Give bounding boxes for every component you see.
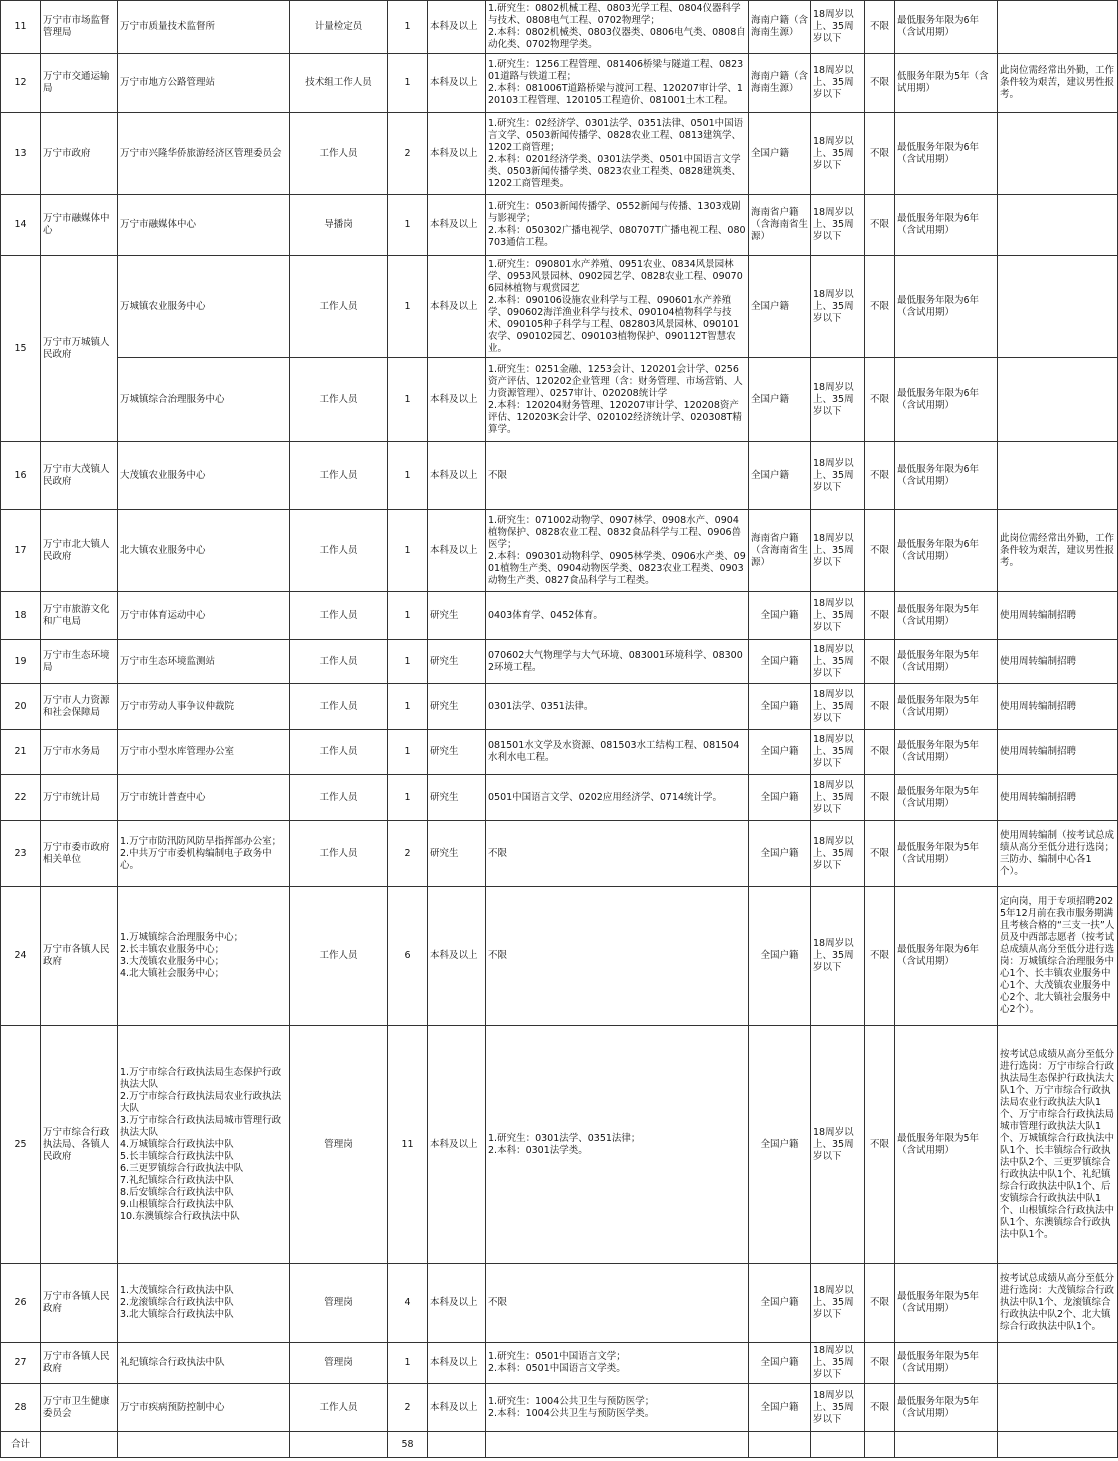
- major: 1.研究生：0251金融、1253会计、120201会计学、0256资产评估、120202企业管理（含：财务管理、市场营销、人力资源管理）、0257审计、020208统计学 2.本科：120204财务管理、120207审计学、120208资产评估、120203K会计学、020102经济统计学、020308T精算学。: [486, 358, 749, 442]
- table-row: [1, 1026, 1118, 1264]
- gender: 不限: [865, 442, 895, 510]
- education: 本科及以上: [428, 442, 486, 510]
- note: 此岗位需经常出外勤，工作条件较为艰苦，建议男性报考。: [998, 510, 1118, 592]
- department: 万宁市各镇人民政府: [41, 887, 118, 1026]
- age: 18周岁以上、35周岁以下: [811, 1, 865, 54]
- service-years: 最低服务年限为6年（含试用期）: [895, 442, 998, 510]
- empty-cell: [865, 1432, 895, 1458]
- department: 万宁市水务局: [41, 730, 118, 775]
- total-label: 合计: [1, 1432, 41, 1458]
- age: 18周岁以上、35周岁以下: [811, 592, 865, 640]
- education: 本科及以上: [428, 1026, 486, 1264]
- department: 万宁市委市政府相关单位: [41, 821, 118, 887]
- post: 工作人员: [290, 442, 388, 510]
- gender: 不限: [865, 510, 895, 592]
- household: 海南户籍（含海南生源）: [749, 54, 811, 113]
- service-years: 最低服务年限为6年（含试用期）: [895, 510, 998, 592]
- gender: 不限: [865, 1343, 895, 1384]
- household: 全国户籍: [749, 1264, 811, 1343]
- note: 使用周转编制招聘: [998, 775, 1118, 821]
- gender: 不限: [865, 195, 895, 256]
- table-row: [1, 1, 1118, 54]
- table-row: [1, 54, 1118, 113]
- unit: 1.大茂镇综合行政执法中队 2.龙滚镇综合行政执法中队 3.北大镇综合行政执法中队: [118, 1264, 290, 1343]
- headcount: 1: [388, 510, 428, 592]
- post: 工作人员: [290, 684, 388, 730]
- age: 18周岁以上、35周岁以下: [811, 887, 865, 1026]
- major: 不限: [486, 1264, 749, 1343]
- age: 18周岁以上、35周岁以下: [811, 54, 865, 113]
- major: 1.研究生：1004公共卫生与预防医学； 2.本科：1004公共卫生与预防医学类。: [486, 1384, 749, 1432]
- post: 工作人员: [290, 640, 388, 684]
- note: 使用周转编制招聘: [998, 684, 1118, 730]
- row-number: 26: [1, 1264, 41, 1343]
- service-years: 最低服务年限为6年（含试用期）: [895, 887, 998, 1026]
- gender: 不限: [865, 1, 895, 54]
- post: 管理岗: [290, 1343, 388, 1384]
- table-row: [1, 510, 1118, 592]
- gender: 不限: [865, 358, 895, 442]
- post: 工作人员: [290, 730, 388, 775]
- unit: 万宁市统计普查中心: [118, 775, 290, 821]
- table-row: [1, 195, 1118, 256]
- post: 工作人员: [290, 113, 388, 195]
- row-number: 27: [1, 1343, 41, 1384]
- row-number: 24: [1, 887, 41, 1026]
- row-number: 13: [1, 113, 41, 195]
- household: 全国户籍: [749, 775, 811, 821]
- note: [998, 1, 1118, 54]
- row-number: 19: [1, 640, 41, 684]
- education: 本科及以上: [428, 1264, 486, 1343]
- service-years: 最低服务年限为5年（含试用期）: [895, 821, 998, 887]
- unit: 万宁市融媒体中心: [118, 195, 290, 256]
- empty-cell: [118, 1432, 290, 1458]
- age: 18周岁以上、35周岁以下: [811, 1343, 865, 1384]
- major: 不限: [486, 821, 749, 887]
- headcount: 1: [388, 775, 428, 821]
- age: 18周岁以上、35周岁以下: [811, 442, 865, 510]
- unit: 万宁市疾病预防控制中心: [118, 1384, 290, 1432]
- education: 研究生: [428, 821, 486, 887]
- gender: 不限: [865, 887, 895, 1026]
- post: 工作人员: [290, 256, 388, 358]
- gender: 不限: [865, 684, 895, 730]
- table-row: [1, 1264, 1118, 1343]
- service-years: 最低服务年限为6年（含试用期）: [895, 113, 998, 195]
- education: 研究生: [428, 684, 486, 730]
- service-years: 最低服务年限为5年（含试用期）: [895, 1026, 998, 1264]
- table-row: [1, 684, 1118, 730]
- education: 本科及以上: [428, 54, 486, 113]
- empty-cell: [811, 1432, 865, 1458]
- gender: 不限: [865, 640, 895, 684]
- post: 管理岗: [290, 1026, 388, 1264]
- major: 1.研究生：1256工程管理、081406桥梁与隧道工程、082301道路与铁道工程； 2.本科：081006T道路桥梁与渡河工程、120207审计学、120103工程管理、120105工程造价、081001土木工程。: [486, 54, 749, 113]
- note: [998, 256, 1118, 358]
- headcount: 1: [388, 730, 428, 775]
- gender: 不限: [865, 54, 895, 113]
- household: 全国户籍: [749, 640, 811, 684]
- headcount: 2: [388, 821, 428, 887]
- household: 全国户籍: [749, 358, 811, 442]
- headcount: 1: [388, 684, 428, 730]
- gender: 不限: [865, 592, 895, 640]
- education: 研究生: [428, 730, 486, 775]
- headcount: 1: [388, 1343, 428, 1384]
- department: 万宁市万城镇人民政府: [41, 256, 118, 442]
- empty-cell: [428, 1432, 486, 1458]
- post: 工作人员: [290, 821, 388, 887]
- table-row: [1, 821, 1118, 887]
- education: 研究生: [428, 775, 486, 821]
- table-row: [1, 887, 1118, 1026]
- table-row: [1, 442, 1118, 510]
- education: 本科及以上: [428, 113, 486, 195]
- major: 0403体育学、0452体育。: [486, 592, 749, 640]
- headcount: 1: [388, 592, 428, 640]
- household: 全国户籍: [749, 821, 811, 887]
- post: 工作人员: [290, 592, 388, 640]
- department: 万宁市卫生健康委员会: [41, 1384, 118, 1432]
- post: 工作人员: [290, 358, 388, 442]
- empty-cell: [41, 1432, 118, 1458]
- service-years: 最低服务年限为6年（含试用期）: [895, 358, 998, 442]
- age: 18周岁以上、35周岁以下: [811, 1264, 865, 1343]
- headcount: 1: [388, 442, 428, 510]
- household: 全国户籍: [749, 1026, 811, 1264]
- age: 18周岁以上、35周岁以下: [811, 640, 865, 684]
- major: 不限: [486, 442, 749, 510]
- household: 全国户籍: [749, 256, 811, 358]
- row-number: 11: [1, 1, 41, 54]
- household: 海南省户籍（含海南省生源）: [749, 195, 811, 256]
- household: 全国户籍: [749, 684, 811, 730]
- unit: 1.万宁市防汛防风防旱指挥部办公室； 2.中共万宁市委机构编制电子政务中心。: [118, 821, 290, 887]
- row-number: 15: [1, 256, 41, 442]
- household: 全国户籍: [749, 730, 811, 775]
- post: 技术组工作人员: [290, 54, 388, 113]
- age: 18周岁以上、35周岁以下: [811, 684, 865, 730]
- note: [998, 195, 1118, 256]
- household: 全国户籍: [749, 113, 811, 195]
- total-headcount: 58: [388, 1432, 428, 1458]
- gender: 不限: [865, 113, 895, 195]
- row-number: 12: [1, 54, 41, 113]
- major: 0501中国语言文学、0202应用经济学、0714统计学。: [486, 775, 749, 821]
- note: 使用周转编制招聘: [998, 730, 1118, 775]
- major: 070602大气物理学与大气环境、083001环境科学、083002环境工程。: [486, 640, 749, 684]
- row-number: 18: [1, 592, 41, 640]
- unit: 万宁市质量技术监督所: [118, 1, 290, 54]
- department: 万宁市市场监督管理局: [41, 1, 118, 54]
- empty-cell: [749, 1432, 811, 1458]
- unit: 万城镇综合治理服务中心: [118, 358, 290, 442]
- headcount: 4: [388, 1264, 428, 1343]
- headcount: 1: [388, 1, 428, 54]
- household: 全国户籍: [749, 1343, 811, 1384]
- headcount: 1: [388, 358, 428, 442]
- post: 工作人员: [290, 510, 388, 592]
- age: 18周岁以上、35周岁以下: [811, 510, 865, 592]
- gender: 不限: [865, 256, 895, 358]
- education: 本科及以上: [428, 195, 486, 256]
- unit: 万宁市小型水库管理办公室: [118, 730, 290, 775]
- service-years: 最低服务年限为5年（含试用期）: [895, 1264, 998, 1343]
- note: [998, 1384, 1118, 1432]
- service-years: 最低服务年限为5年（含试用期）: [895, 1384, 998, 1432]
- post: 工作人员: [290, 775, 388, 821]
- household: 全国户籍: [749, 442, 811, 510]
- department: 万宁市人力资源和社会保障局: [41, 684, 118, 730]
- gender: 不限: [865, 1264, 895, 1343]
- unit: 万城镇农业服务中心: [118, 256, 290, 358]
- row-number: 25: [1, 1026, 41, 1264]
- service-years: 最低服务年限为5年（含试用期）: [895, 592, 998, 640]
- department: 万宁市大茂镇人民政府: [41, 442, 118, 510]
- age: 18周岁以上、35周岁以下: [811, 113, 865, 195]
- household: 全国户籍: [749, 592, 811, 640]
- note: 使用周转编制招聘: [998, 592, 1118, 640]
- note: 使用周转编制（按考试总成绩从高分至低分进行选岗；三防办、编制中心各1个）。: [998, 821, 1118, 887]
- note: 按考试总成绩从高分至低分进行选岗：万宁市综合行政执法局生态保护行政执法大队1个、万宁市综合行政执法局农业行政执法大队1个、万宁市综合行政执法局城市管理行政执法大队1个、万城镇综合行政执法中队1个、长丰镇综合行政执法中队2个、三更罗镇综合行政执法中队1个、礼纪镇综合行政执法中队1个、后安镇综合行政执法中队1个、山根镇综合行政执法中队1个、东澳镇综合行政执法中队1个。: [998, 1026, 1118, 1264]
- major: 081501水文学及水资源、081503水工结构工程、081504水利水电工程。: [486, 730, 749, 775]
- service-years: 最低服务年限为5年（含试用期）: [895, 1343, 998, 1384]
- service-years: 最低服务年限为5年（含试用期）: [895, 775, 998, 821]
- headcount: 1: [388, 256, 428, 358]
- major: 1.研究生：090801水产养殖、0951农业、0834风景园林学、0953风景园林、0902园艺学、0828农业工程、090706园林植物与观赏园艺 2.本科：090106设施农业科学与工程、090601水产养殖学、090602海洋渔业科学与技术、090104植物科学与技术、090105种子科学与工程、082803风景园林、090101农学、090102园艺、090103植物保护、090112T智慧农业。: [486, 256, 749, 358]
- post: 工作人员: [290, 887, 388, 1026]
- gender: 不限: [865, 775, 895, 821]
- department: 万宁市融媒体中心: [41, 195, 118, 256]
- age: 18周岁以上、35周岁以下: [811, 358, 865, 442]
- row-number: 14: [1, 195, 41, 256]
- post: 计量检定员: [290, 1, 388, 54]
- education: 本科及以上: [428, 1, 486, 54]
- department: 万宁市各镇人民政府: [41, 1343, 118, 1384]
- age: 18周岁以上、35周岁以下: [811, 730, 865, 775]
- unit: 万宁市生态环境监测站: [118, 640, 290, 684]
- table-row: [1, 256, 1118, 358]
- empty-cell: [998, 1432, 1118, 1458]
- headcount: 11: [388, 1026, 428, 1264]
- household: 全国户籍: [749, 1384, 811, 1432]
- age: 18周岁以上、35周岁以下: [811, 195, 865, 256]
- gender: 不限: [865, 1026, 895, 1264]
- gender: 不限: [865, 1384, 895, 1432]
- age: 18周岁以上、35周岁以下: [811, 256, 865, 358]
- department: 万宁市各镇人民政府: [41, 1264, 118, 1343]
- major: 1.研究生：0301法学、0351法律； 2.本科：0301法学类。: [486, 1026, 749, 1264]
- unit: 1.万宁市综合行政执法局生态保护行政执法大队 2.万宁市综合行政执法局农业行政执法大队 3.万宁市综合行政执法局城市管理行政执法大队 4.万城镇综合行政执法中队 5.长丰镇综合行政执法中队 6.三更罗镇综合行政执法中队 7.礼纪镇综合行政执法中队 8.后安镇综合行政执法中队 9.山根镇综合行政执法中队 10.东澳镇综合行政执法中队: [118, 1026, 290, 1264]
- row-number: 23: [1, 821, 41, 887]
- empty-cell: [486, 1432, 749, 1458]
- row-number: 17: [1, 510, 41, 592]
- education: 本科及以上: [428, 1343, 486, 1384]
- post: 导播岗: [290, 195, 388, 256]
- major: 1.研究生：02经济学、0301法学、0351法律、0501中国语言文学、0503新闻传播学、0828农业工程、0813建筑学、1202工商管理； 2.本科：0201经济学类、0301法学类、0501中国语言文学类、0503新闻传播学类、0823农业工程类、0828建筑类、1202工商管理类。: [486, 113, 749, 195]
- table-row: [1, 1343, 1118, 1384]
- major: 0301法学、0351法律。: [486, 684, 749, 730]
- unit: 北大镇农业服务中心: [118, 510, 290, 592]
- education: 本科及以上: [428, 510, 486, 592]
- age: 18周岁以上、35周岁以下: [811, 1026, 865, 1264]
- age: 18周岁以上、35周岁以下: [811, 775, 865, 821]
- major: 1.研究生：071002动物学、0907林学、0908水产、0904植物保护、0828农业工程、0832食品科学与工程、0906兽医学； 2.本科：090301动物科学、0905林学类、0906水产类、0901植物生产类、0904动物医学类、0823农业工程类、0903动物生产类、0827食品科学与工程类。: [486, 510, 749, 592]
- note: [998, 358, 1118, 442]
- service-years: 最低服务年限为6年（含试用期）: [895, 256, 998, 358]
- education: 研究生: [428, 592, 486, 640]
- note: [998, 113, 1118, 195]
- major: 1.研究生：0802机械工程、0803光学工程、0804仪器科学与技术、0808电气工程、0702物理学； 2.本科：0802机械类、0803仪器类、0806电气类、0808自动化类、0702物理学类。: [486, 1, 749, 54]
- department: 万宁市综合行政执法局、各镇人民政府: [41, 1026, 118, 1264]
- table-row: [1, 358, 1118, 442]
- headcount: 1: [388, 640, 428, 684]
- headcount: 6: [388, 887, 428, 1026]
- table-row: [1, 592, 1118, 640]
- total-row: [1, 1432, 1118, 1458]
- note: 使用周转编制招聘: [998, 640, 1118, 684]
- education: 本科及以上: [428, 358, 486, 442]
- post: 管理岗: [290, 1264, 388, 1343]
- education: 本科及以上: [428, 1384, 486, 1432]
- department: 万宁市旅游文化和广电局: [41, 592, 118, 640]
- major: 不限: [486, 887, 749, 1026]
- row-number: 21: [1, 730, 41, 775]
- note: 定向岗，用于专项招聘2025年12月前在我市服务期满且考核合格的“三支一扶”人员及中西部志愿者（按考试总成绩从高分至低分进行选岗：万城镇综合治理服务中心1个、长丰镇农业服务中心1个、大茂镇农业服务中心2个、北大镇社会服务中心2个）。: [998, 887, 1118, 1026]
- note: [998, 1343, 1118, 1384]
- unit: 万宁市兴隆华侨旅游经济区管理委员会: [118, 113, 290, 195]
- table-row: [1, 1384, 1118, 1432]
- service-years: 最低服务年限为5年（含试用期）: [895, 640, 998, 684]
- row-number: 28: [1, 1384, 41, 1432]
- education: 本科及以上: [428, 887, 486, 1026]
- service-years: 最低服务年限为5年（含试用期）: [895, 684, 998, 730]
- education: 研究生: [428, 640, 486, 684]
- age: 18周岁以上、35周岁以下: [811, 1384, 865, 1432]
- unit: 大茂镇农业服务中心: [118, 442, 290, 510]
- household: 全国户籍: [749, 887, 811, 1026]
- department: 万宁市生态环境局: [41, 640, 118, 684]
- row-number: 22: [1, 775, 41, 821]
- table-row: [1, 113, 1118, 195]
- unit: 1.万城镇综合治理服务中心； 2.长丰镇农业服务中心； 3.大茂镇农业服务中心； 4.北大镇社会服务中心；: [118, 887, 290, 1026]
- post: 工作人员: [290, 1384, 388, 1432]
- service-years: 低服务年限为5年（含试用期）: [895, 54, 998, 113]
- department: 万宁市交通运输局: [41, 54, 118, 113]
- headcount: 2: [388, 1384, 428, 1432]
- unit: 万宁市体育运动中心: [118, 592, 290, 640]
- household: 海南省户籍（含海南省生源）: [749, 510, 811, 592]
- headcount: 1: [388, 195, 428, 256]
- gender: 不限: [865, 730, 895, 775]
- headcount: 2: [388, 113, 428, 195]
- unit: 礼纪镇综合行政执法中队: [118, 1343, 290, 1384]
- row-number: 16: [1, 442, 41, 510]
- department: 万宁市统计局: [41, 775, 118, 821]
- education: 本科及以上: [428, 256, 486, 358]
- table-row: [1, 775, 1118, 821]
- unit: 万宁市地方公路管理站: [118, 54, 290, 113]
- department: 万宁市政府: [41, 113, 118, 195]
- unit: 万宁市劳动人事争议仲裁院: [118, 684, 290, 730]
- age: 18周岁以上、35周岁以下: [811, 821, 865, 887]
- service-years: 最低服务年限为6年（含试用期）: [895, 1, 998, 54]
- table-row: [1, 730, 1118, 775]
- empty-cell: [895, 1432, 998, 1458]
- row-number: 20: [1, 684, 41, 730]
- service-years: 最低服务年限为5年（含试用期）: [895, 730, 998, 775]
- gender: 不限: [865, 821, 895, 887]
- department: 万宁市北大镇人民政府: [41, 510, 118, 592]
- headcount: 1: [388, 54, 428, 113]
- household: 海南户籍（含海南生源）: [749, 1, 811, 54]
- empty-cell: [290, 1432, 388, 1458]
- major: 1.研究生：0501中国语言文学； 2.本科：0501中国语言文学类。: [486, 1343, 749, 1384]
- note: [998, 442, 1118, 510]
- service-years: 最低服务年限为6年（含试用期）: [895, 195, 998, 256]
- table-row: [1, 640, 1118, 684]
- note: 此岗位需经常出外勤，工作条件较为艰苦，建议男性报考。: [998, 54, 1118, 113]
- major: 1.研究生：0503新闻传播学、0552新闻与传播、1303戏剧与影视学； 2.本科：050302广播电视学、080707T广播电视工程、080703通信工程。: [486, 195, 749, 256]
- note: 按考试总成绩从高分至低分进行选岗：大茂镇综合行政执法中队1个、龙滚镇综合行政执法中队2个、北大镇综合行政执法中队1个。: [998, 1264, 1118, 1343]
